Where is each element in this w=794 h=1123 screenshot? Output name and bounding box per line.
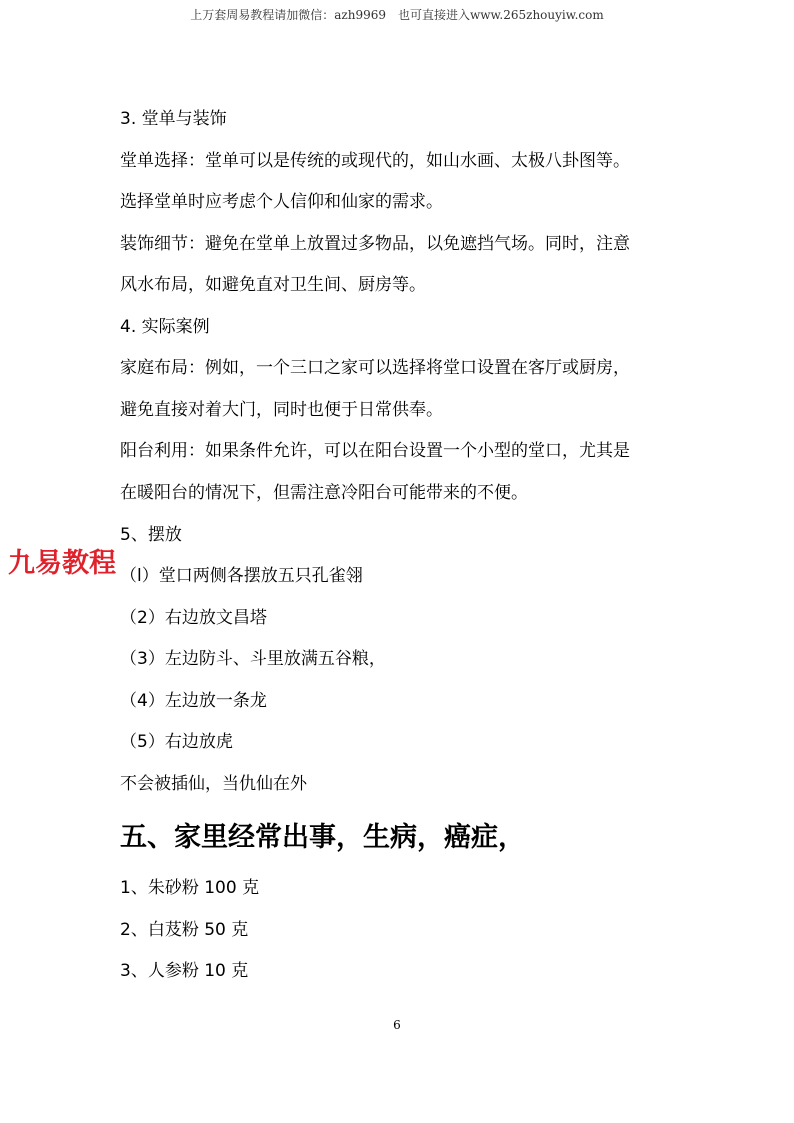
list-item: 3、人参粉 10 克 (120, 961, 249, 981)
watermark-logo: 九易教程 (8, 548, 116, 579)
page-number: 6 (393, 1018, 401, 1032)
paragraph-line: 风水布局，如避免直对卫生间、厨房等。 (120, 275, 426, 295)
chapter-heading: 五、家里经常出事，生病，癌症， (120, 822, 525, 853)
section-title: 4. 实际案例 (120, 317, 210, 337)
list-item: （5）右边放虎 (120, 732, 233, 752)
paragraph-line: 装饰细节：避免在堂单上放置过多物品，以免遮挡气场。同时，注意 (120, 234, 630, 254)
list-item: 1、朱砂粉 100 克 (120, 878, 260, 898)
paragraph-line: 家庭布局：例如，一个三口之家可以选择将堂口设置在客厅或厨房， (120, 358, 630, 378)
paragraph-line: 堂单选择：堂单可以是传统的或现代的，如山水画、太极八卦图等。 (120, 151, 630, 171)
page-header: 上万套周易教程请加微信：azh9969 也可直接进入www.265zhouyiw.com (190, 8, 604, 22)
paragraph-line: 在暖阳台的情况下，但需注意冷阳台可能带来的不便。 (120, 483, 528, 503)
section-title: 3. 堂单与装饰 (120, 109, 227, 129)
paragraph-line: 避免直接对着大门，同时也便于日常供奉。 (120, 400, 443, 420)
list-item: （4）左边放一条龙 (120, 691, 267, 711)
section-title: 5、摆放 (120, 525, 182, 545)
paragraph-line: 阳台利用：如果条件允许，可以在阳台设置一个小型的堂口，尤其是 (120, 441, 630, 461)
list-item: 2、白芨粉 50 克 (120, 920, 249, 940)
list-item: （l）堂口两侧各摆放五只孔雀翎 (120, 566, 363, 586)
list-item: （3）左边防斗、斗里放满五谷粮， (120, 649, 386, 669)
paragraph-line: 选择堂单时应考虑个人信仰和仙家的需求。 (120, 192, 443, 212)
list-item: （2）右边放文昌塔 (120, 608, 267, 628)
paragraph-line: 不会被插仙，当仇仙在外 (120, 774, 307, 794)
